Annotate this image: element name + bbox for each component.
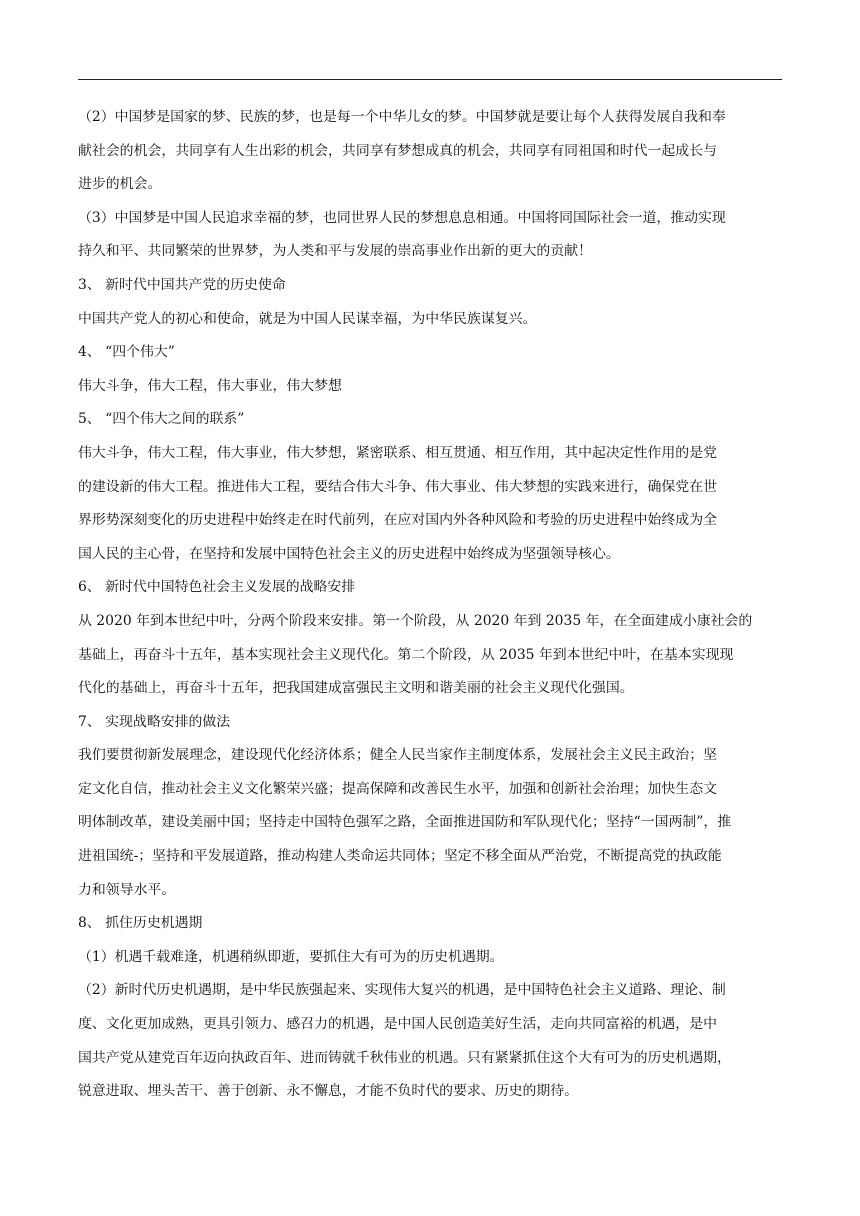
document-body (78, 101, 782, 1109)
text-line: 国共产党从建党百年迈向执政百年、进而铸就千秋伟业的机遇。只有紧紧抓住这个大有可为的历史机遇期， (78, 1049, 731, 1066)
text-line: 进祖国统-；坚持和平发展道路，推动构建人类命运共同体；坚定不移全面从严治党，不断提高党的执政能 (78, 848, 722, 865)
text-line: 从 2020 年到本世纪中叶，分两个阶段来安排。第一个阶段，从 2020 年到 2035 年，在全面建成小康社会的 (78, 612, 753, 629)
text-line: 我们要贯彻新发展理念，建设现代化经济体系；健全人民当家作主制度体系，发展社会主义民主政治；坚 (78, 747, 717, 764)
text-line: 代化的基础上，再奋斗十五年，把我国建成富强民主文明和谐美丽的社会主义现代化强国。 (78, 680, 634, 697)
text-line: 度、文化更加成熟，更具引领力、感召力的机遇，是中国人民创造美好生活，走向共同富裕的机遇，是中 (78, 1016, 717, 1033)
text-line: 明体制改革，建设美丽中国；坚持走中国特色强军之路，全面推进国防和军队现代化；坚持“一国两制”，推 (78, 814, 732, 831)
text-line: 伟大斗争，伟大工程，伟大事业，伟大梦想 (78, 377, 342, 394)
section-heading: 4、 “四个伟大” (78, 344, 175, 361)
text-line: （3）中国梦是中国人民追求幸福的梦，也同世界人民的梦想息息相通。中国将同国际社会一道，推动实现 (78, 209, 726, 226)
text-line: （2）新时代历史机遇期，是中华民族强起来、实现伟大复兴的机遇，是中国特色社会主义道路、理论、制 (78, 982, 726, 999)
text-line: （2）中国梦是国家的梦、民族的梦，也是每一个中华儿女的梦。中国梦就是要让每个人获得发展自我和奉 (78, 109, 726, 125)
section-heading: 5、 “四个伟大之间的联系” (78, 411, 245, 428)
section-heading: 6、 新时代中国特色社会主义发展的战略安排 (78, 579, 356, 596)
text-line: 基础上，再奋斗十五年，基本实现社会主义现代化。第二个阶段，从 2035 年到本世纪中叶，在基本实现现 (78, 646, 734, 663)
text-line: 进步的机会。 (78, 176, 162, 193)
section-heading: 7、 实现战略安排的做法 (78, 713, 231, 730)
section-heading: 3、 新时代中国共产党的历史使命 (78, 276, 286, 293)
text-line: 力和领导水平。 (78, 881, 176, 898)
text-line: 献社会的机会，共同享有人生出彩的机会，共同享有梦想成真的机会，共同享有同祖国和时代一起成长与 (78, 142, 717, 159)
text-line: 伟大斗争，伟大工程，伟大事业，伟大梦想，紧密联系、相互贯通、相互作用，其中起决定性作用的是党 (78, 444, 717, 461)
text-line: （1）机遇千载难逢，机遇稍纵即逝，要抓住大有可为的历史机遇期。 (78, 948, 504, 965)
text-line: 定文化自信，推动社会主义文化繁荣兴盛；提高保障和改善民生水平，加强和创新社会治理；加快生态文 (78, 780, 717, 797)
text-line: 锐意进取、埋头苦干、善于创新、永不懈息，才能不负时代的要求、历史的期待。 (78, 1083, 579, 1100)
text-line: 国人民的主心骨，在坚持和发展中国特色社会主义的历史进程中始终成为坚强领导核心。 (78, 545, 620, 562)
text-line: 界形势深刻变化的历史进程中始终走在时代前列，在应对国内外各种风险和考验的历史进程中始终成为全 (78, 512, 717, 529)
section-heading: 8、 抓住历史机遇期 (78, 915, 203, 932)
text-line: 持久和平、共同繁荣的世界梦，为人类和平与发展的崇高事业作出新的更大的贡献！ (78, 243, 592, 260)
header-rule (78, 79, 782, 80)
text-line: 中国共产党人的初心和使命，就是为中国人民谋幸福，为中华民族谋复兴。 (78, 310, 537, 327)
text-line: 的建设新的伟大工程。推进伟大工程，要结合伟大斗争、伟大事业、伟大梦想的实践来进行，确保党在世 (78, 478, 717, 495)
